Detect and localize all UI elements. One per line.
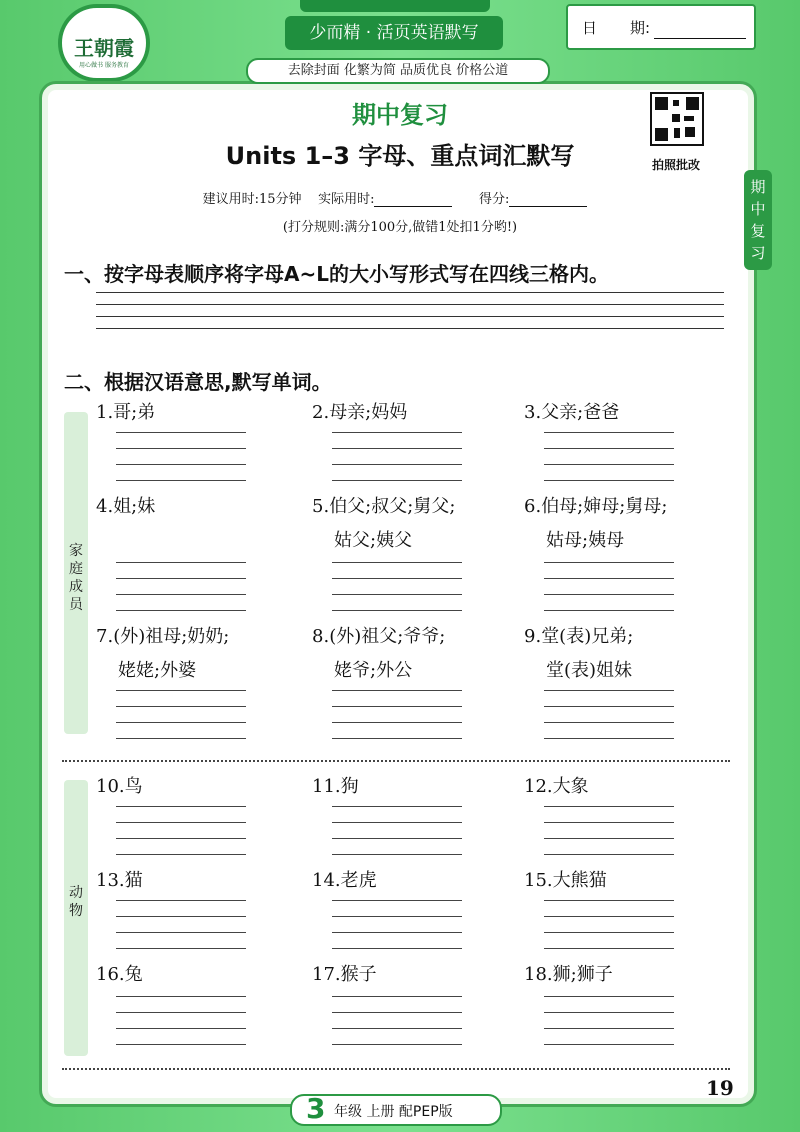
vocab-item-1: 1.哥;弟: [96, 402, 156, 423]
logo-text: 王朝霞: [74, 36, 134, 60]
vocab-item-5: 5.伯父;叔父;舅父; 姑父;姨父: [312, 496, 456, 551]
answer-lines[interactable]: [116, 432, 246, 481]
answer-lines[interactable]: [116, 562, 246, 611]
category-family-label: 家庭成员: [69, 543, 83, 613]
side-tab-char: 复: [750, 222, 766, 240]
date-write-line[interactable]: [654, 38, 746, 39]
section-1-title: 一、按字母表顺序将字母A~L的大小写形式写在四线三格内。: [64, 262, 609, 286]
page-number: 19: [706, 1076, 734, 1100]
banner-top-strip: [300, 0, 490, 12]
vocab-item-7: 7.(外)祖母;奶奶; 姥姥;外婆: [96, 626, 230, 681]
scoring-rule: (打分规则:满分100分,做错1处扣1分哟!): [282, 220, 518, 235]
category-animals-label: 动物: [69, 885, 83, 919]
four-line-grid[interactable]: [96, 292, 724, 329]
answer-lines[interactable]: [332, 432, 462, 481]
vocab-item-10: 10.鸟: [96, 776, 143, 797]
answer-lines[interactable]: [332, 996, 462, 1045]
qr-label: 拍照批改: [651, 158, 700, 172]
grade-number: 3: [306, 1092, 326, 1125]
vocab-item-3: 3.父亲;爸爸: [524, 402, 620, 423]
grade-text: 年级 上册 配PEP版: [334, 1104, 453, 1120]
grade-footer: [290, 1094, 502, 1126]
vocab-item-11: 11.狗: [312, 776, 359, 797]
vocab-item-6: 6.伯母;婶母;舅母; 姑母;姨母: [524, 496, 668, 551]
answer-lines[interactable]: [544, 562, 674, 611]
answer-lines[interactable]: [332, 900, 462, 949]
publisher-logo: [58, 4, 150, 82]
vocab-item-15: 15.大熊猫: [524, 870, 607, 891]
actual-time-label: 实际用时:: [318, 192, 375, 207]
suggested-time: 建议用时:15分钟: [202, 192, 302, 207]
vocab-item-9: 9.堂(表)兄弟; 堂(表)姐妹: [524, 626, 634, 681]
vocab-item-8: 8.(外)祖父;爷爷; 姥爷;外公: [312, 626, 446, 681]
answer-lines[interactable]: [544, 690, 674, 739]
tagline: 去除封面 化繁为简 品质优良 价格公道: [246, 58, 550, 84]
date-label-period: 期:: [630, 19, 651, 37]
score-label: 得分:: [479, 192, 510, 207]
answer-lines[interactable]: [116, 996, 246, 1045]
vocab-item-18: 18.狮;狮子: [524, 964, 613, 985]
date-box: [566, 4, 756, 50]
vocab-item-12: 12.大象: [524, 776, 589, 797]
vocab-item-13: 13.猫: [96, 870, 143, 891]
answer-lines[interactable]: [116, 690, 246, 739]
qr-code-icon[interactable]: [650, 92, 704, 146]
vocab-item-16: 16.兔: [96, 964, 143, 985]
side-tab-char: 习: [750, 244, 766, 262]
category-animals: [64, 780, 88, 1056]
vocab-item-17: 17.猴子: [312, 964, 377, 985]
answer-lines[interactable]: [332, 690, 462, 739]
answer-lines[interactable]: [332, 806, 462, 855]
logo-subtext: 用心做书 服务教育: [79, 62, 129, 69]
page-title: 期中复习: [352, 101, 448, 129]
vocab-item-2: 2.母亲;妈妈: [312, 402, 408, 423]
answer-lines[interactable]: [544, 996, 674, 1045]
date-label-day: 日: [582, 19, 598, 37]
answer-lines[interactable]: [544, 432, 674, 481]
side-tab-char: 期: [750, 178, 766, 196]
answer-lines[interactable]: [544, 900, 674, 949]
answer-lines[interactable]: [544, 806, 674, 855]
vocab-item-4: 4.姐;妹: [96, 496, 156, 517]
section-divider: [62, 760, 730, 762]
side-tab-char: 中: [750, 200, 766, 218]
section-divider: [62, 1068, 730, 1070]
series-banner: 少而精 · 活页英语默写: [285, 16, 503, 50]
page-subtitle: Units 1–3 字母、重点词汇默写: [225, 142, 575, 170]
time-score-line: [0, 188, 800, 207]
answer-lines[interactable]: [116, 900, 246, 949]
answer-lines[interactable]: [332, 562, 462, 611]
actual-time-field[interactable]: [374, 206, 452, 207]
vocab-item-14: 14.老虎: [312, 870, 377, 891]
category-family: [64, 412, 88, 734]
section-2-title: 二、根据汉语意思,默写单词。: [64, 370, 332, 394]
score-field[interactable]: [509, 206, 587, 207]
answer-lines[interactable]: [116, 806, 246, 855]
